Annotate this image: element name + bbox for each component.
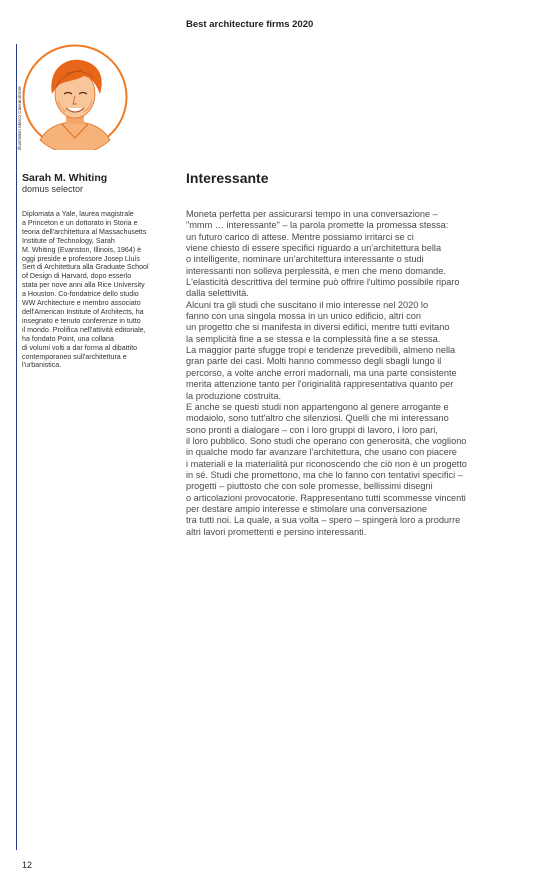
bio-line: Diplomata a Yale, laurea magistrale bbox=[22, 210, 134, 218]
author-bio bbox=[22, 210, 162, 370]
bio-line: di volumi volti a dar forma al dibattito bbox=[22, 343, 138, 352]
body-line: un progetto che si manifesta in diversi edifici, mentre tutti evitano bbox=[186, 322, 450, 333]
body-line: sono pronti a dialogare – con i loro gruppi di lavoro, i loro pari, bbox=[186, 424, 438, 435]
running-header: Best architecture firms 2020 bbox=[186, 19, 314, 30]
body-line: per destare ampio interesse e stimolare una conversazione bbox=[186, 503, 428, 514]
body-line: o intelligente, nominare un'architettura interessante o studi bbox=[186, 254, 424, 265]
body-line: un futuro carico di attese. Mentre possiamo irritarci se ci bbox=[186, 231, 414, 242]
author-portrait-illustration bbox=[22, 44, 128, 150]
bio-line: teoria dell'architettura al Massachusetts bbox=[22, 227, 147, 236]
body-line: altri lavori promettenti e persino interessanti. bbox=[186, 526, 367, 537]
bio-line: WW Architecture e membro associato bbox=[22, 299, 141, 308]
author-role: domus selector bbox=[22, 184, 84, 194]
body-line: Moneta perfetta per assicurarsi tempo in una conversazione – bbox=[186, 209, 438, 219]
body-line: gran parte dei casi. Molti hanno commesso degli sbagli lungo il bbox=[186, 356, 442, 367]
bio-line: stata per nove anni alla Rice University bbox=[22, 281, 145, 290]
vertical-rule bbox=[16, 44, 17, 850]
body-line: fanno con una singola mossa in un unico edificio, altri con bbox=[186, 311, 421, 322]
page-number: 12 bbox=[22, 860, 33, 870]
body-line: La maggior parte sfugge tropi e tendenze prevedibili, almeno nella bbox=[186, 345, 456, 356]
bio-line: a Houston. Co-fondatrice dello studio bbox=[22, 290, 139, 299]
body-line: interessanti non solleva perplessità, e men che meno domande. bbox=[186, 265, 446, 276]
article-title: Interessante bbox=[186, 170, 269, 186]
body-line: i materiali e la materialità pur riconoscendo che ciò non è un progetto bbox=[186, 458, 467, 469]
bio-line: oggi preside e professore Josep Lluís bbox=[22, 254, 140, 263]
body-line: la semplicità fine a se stessa e la complessità fine a se stessa. bbox=[186, 333, 441, 344]
body-line: in qualche modo far avanzare l'architettura, che usano con piacere bbox=[186, 447, 457, 458]
body-line: la produzione costruita. bbox=[186, 390, 281, 401]
author-name: Sarah M. Whiting bbox=[22, 172, 108, 184]
body-line: progetti – piuttosto che con sole promesse, bellissimi disegni bbox=[186, 481, 433, 492]
bio-line: contemporaneo sull'architettura e bbox=[22, 352, 127, 361]
body-line: in sé. Studi che promettono, ma che lo fanno con tentativi specifici – bbox=[186, 469, 463, 480]
bio-line: dell'American Institute of Architects, ha bbox=[22, 307, 144, 316]
bio-line: ha fondato Point, una collana bbox=[22, 334, 114, 343]
bio-line: Sert di Architettura alla Graduate School bbox=[22, 263, 149, 272]
body-line: percorso, a volte anche errori madornali, ma una parte consistente bbox=[186, 367, 457, 378]
article-body bbox=[186, 209, 486, 538]
bio-line: Institute of Technology, Sarah bbox=[22, 236, 115, 245]
body-line: modaiolo, sono tutt'altro che silenziosi. Quelli che mi interessano bbox=[186, 413, 449, 424]
body-line: L'elasticità descrittiva del termine può offrire l'ultimo possibile riparo bbox=[186, 277, 460, 288]
body-line: tra tutti noi. La quale, a sua volta – spero – spingerà loro a produrre bbox=[186, 515, 461, 526]
body-line: dalla selettività. bbox=[186, 288, 249, 299]
body-line: viene chiesto di essere specifici riguardo a un'architettura bella bbox=[186, 243, 442, 254]
bio-line: il mondo. Prolifica nell'attività editoriale, bbox=[22, 325, 146, 334]
body-line: "mmm … interessante" – la parola promette la promessa stessa: bbox=[186, 220, 449, 231]
bio-line: a Princeton e un dottorato in Storia e bbox=[22, 218, 138, 227]
bio-line: of Design di Harvard, dopo esserlo bbox=[22, 272, 132, 281]
bio-line: l'urbanistica. bbox=[22, 361, 62, 370]
body-line: Alcuni tra gli studi che suscitano il mio interesse nel 2020 lo bbox=[186, 299, 429, 310]
illustration-credit: Illustration Marco Cassandrone bbox=[17, 86, 22, 150]
bio-line: insegnato e tenuto conferenze in tutto bbox=[22, 316, 141, 325]
body-line: o articolazioni provocatorie. Rappresentano tutti scommesse vincenti bbox=[186, 492, 466, 503]
body-line: E anche se questi studi non appartengono al genere arrogante e bbox=[186, 401, 449, 412]
body-line: il loro pubblico. Sono studi che operano con generosità, che vogliono bbox=[186, 435, 467, 446]
bio-line: M. Whiting (Evanston, Illinois, 1964) è bbox=[22, 245, 142, 254]
body-line: merita attenzione tanto per l'originalità rappresentativa quanto per bbox=[186, 379, 454, 390]
